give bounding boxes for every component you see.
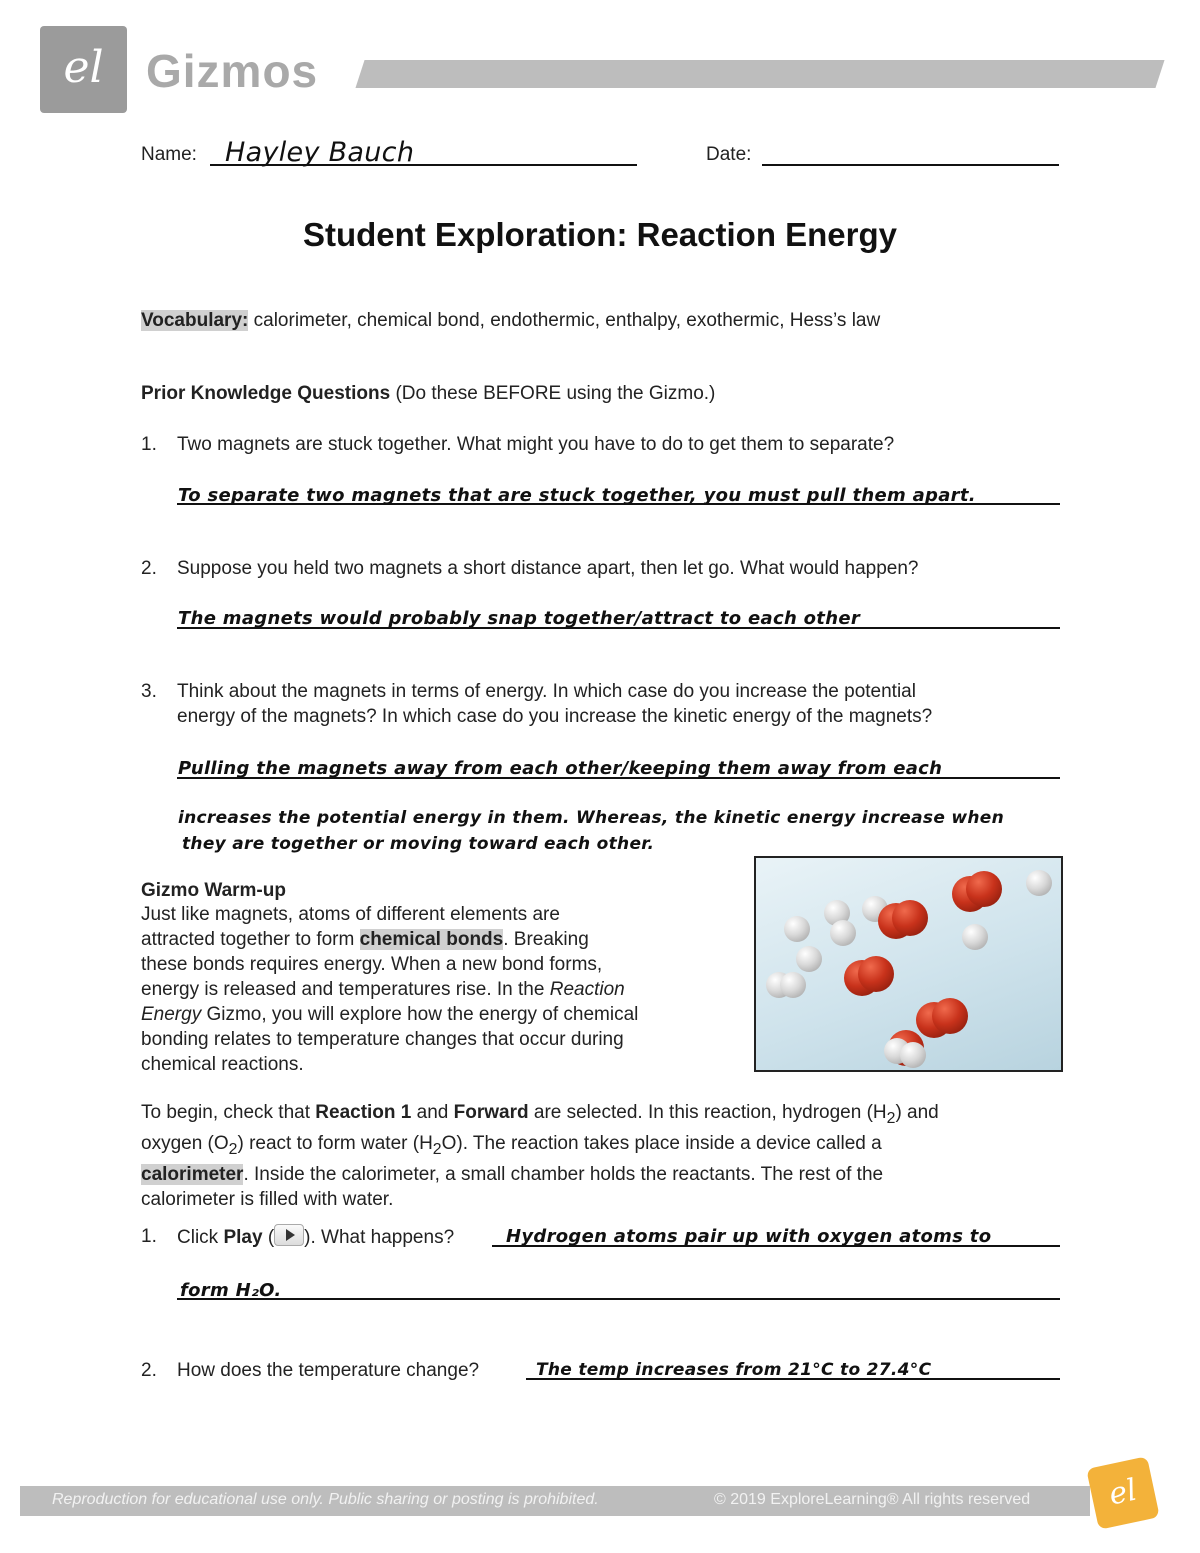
subscript: 2 <box>432 1140 442 1158</box>
prior-heading: Prior Knowledge Questions <box>141 383 391 404</box>
warmup-line-4-em: Reaction <box>549 979 625 1000</box>
oxygen-atom <box>932 998 968 1034</box>
play-button-icon <box>274 1224 304 1246</box>
warmup-line-2 <box>141 927 741 952</box>
prior-q2-text: Suppose you held two magnets a short distance apart, then let go. What would happen? <box>177 558 919 579</box>
warmup-line-7: chemical reactions. <box>141 1054 304 1075</box>
vocabulary-terms: calorimeter, chemical bond, endothermic, enthalpy, exothermic, Hess’s law <box>253 310 881 331</box>
warm-a1-line2[interactable]: form H₂O. <box>180 1280 282 1301</box>
warm-q1-number: 1. <box>141 1226 157 1247</box>
brand-logo-glyph: el <box>63 42 104 93</box>
warmup-line-6: bonding relates to temperature changes that occur during <box>141 1029 624 1050</box>
warm-a2-underline <box>526 1378 1060 1380</box>
hydrogen-atom <box>830 920 856 946</box>
warm-q1-open: ( <box>262 1227 275 1248</box>
date-field[interactable] <box>762 164 1059 166</box>
warm-q1-text <box>177 1224 454 1250</box>
vocabulary-label: Vocabulary: <box>141 310 249 331</box>
prior-a3-underline-1 <box>177 777 1060 779</box>
begin-line-1 <box>141 1100 1061 1131</box>
prior-q3-text-1: Think about the magnets in terms of energy. In which case do you increase the potential <box>177 681 916 702</box>
begin-paragraph <box>141 1100 1061 1212</box>
warmup-line-5-em: Energy <box>141 1004 202 1025</box>
term-calorimeter: calorimeter <box>141 1163 244 1185</box>
warmup-line-5 <box>141 1002 741 1027</box>
warm-q2-text: How does the temperature change? <box>177 1360 480 1381</box>
warm-a1-underline-1 <box>492 1245 1060 1247</box>
subscript: 2 <box>228 1140 238 1158</box>
warmup-line-2a: attracted together to form <box>141 929 360 950</box>
begin-line-1a: To begin, check that <box>141 1102 316 1123</box>
name-label: Name: <box>141 144 197 165</box>
begin-line-2a: oxygen (O <box>141 1132 229 1154</box>
warmup-line-4 <box>141 977 741 1002</box>
begin-line-1-and: and <box>411 1102 454 1123</box>
prior-a3-line2[interactable]: increases the potential energy in them. Whereas, the kinetic energy increase when <box>178 808 1005 828</box>
warm-q1-pre: Click <box>177 1227 224 1248</box>
warmup-line-4a: energy is released and temperatures rise. In the <box>141 979 550 1000</box>
prior-note: (Do these BEFORE using the Gizmo.) <box>395 383 716 404</box>
brand-name: Gizmos <box>146 45 319 97</box>
warmup-line-3: these bonds requires energy. When a new bond forms, <box>141 954 603 975</box>
prior-knowledge-heading <box>141 381 715 406</box>
hydrogen-atom <box>900 1042 926 1068</box>
prior-a1[interactable]: To separate two magnets that are stuck together, you must pull them apart. <box>178 485 976 506</box>
prior-a3-line3[interactable]: they are together or moving toward each other. <box>182 834 655 854</box>
prior-a3-line1[interactable]: Pulling the magnets away from each other/keeping them away from each <box>178 758 943 779</box>
begin-line-2c: O). The reaction takes place inside a device called a <box>441 1132 882 1154</box>
name-underline <box>210 164 637 166</box>
footer-copyright: © 2019 ExploreLearning® All rights reserved <box>714 1491 1031 1508</box>
warm-a1-underline-2 <box>177 1298 1060 1300</box>
begin-line-2 <box>141 1131 1061 1162</box>
footer-notice: Reproduction for educational use only. Public sharing or posting is prohibited. <box>52 1491 599 1508</box>
begin-line-3b: . Inside the calorimeter, a small chamber holds the reactants. The rest of the <box>243 1163 884 1185</box>
warmup-paragraph <box>141 902 741 1077</box>
warmup-line-1: Just like magnets, atoms of different elements are <box>141 904 560 925</box>
page-title: Student Exploration: Reaction Energy <box>302 216 898 253</box>
warmup-line-5b: Gizmo, you will explore how the energy of chemical <box>201 1004 639 1025</box>
warm-q2-number: 2. <box>141 1360 157 1381</box>
reaction-simulation-image <box>754 856 1063 1072</box>
prior-a2[interactable]: The magnets would probably snap together/attract to each other <box>178 608 861 629</box>
hydrogen-atom <box>962 924 988 950</box>
begin-line-3 <box>141 1162 1061 1187</box>
prior-q1-number: 1. <box>141 434 157 455</box>
name-value[interactable]: Hayley Bauch <box>225 137 415 168</box>
date-label: Date: <box>706 144 752 165</box>
term-chemical-bonds: chemical bonds <box>359 929 504 950</box>
begin-line-4: calorimeter is filled with water. <box>141 1188 394 1210</box>
warm-a1-line1[interactable]: Hydrogen atoms pair up with oxygen atoms to <box>506 1226 992 1247</box>
footer-logo-icon: el <box>1086 1456 1160 1530</box>
warmup-heading: Gizmo Warm-up <box>141 880 286 901</box>
vocabulary-line <box>141 308 880 333</box>
prior-q3-number: 3. <box>141 681 157 702</box>
warm-a2[interactable]: The temp increases from 21°C to 27.4°C <box>536 1360 932 1380</box>
hydrogen-atom <box>1026 870 1052 896</box>
prior-q2-number: 2. <box>141 558 157 579</box>
header-bar <box>355 60 1164 88</box>
begin-line-1c: ) and <box>895 1102 939 1123</box>
prior-q3-text-2: energy of the magnets? In which case do you increase the kinetic energy of the magnets? <box>177 706 933 727</box>
prior-a2-underline <box>177 627 1060 629</box>
prior-q1-text: Two magnets are stuck together. What might you have to do to get them to separate? <box>177 434 895 455</box>
begin-line-1b: are selected. In this reaction, hydrogen (H <box>528 1102 887 1123</box>
hydrogen-atom <box>780 972 806 998</box>
prior-a1-underline <box>177 503 1060 505</box>
reaction-1-term: Reaction 1 <box>315 1102 412 1123</box>
subscript: 2 <box>886 1109 896 1127</box>
hydrogen-atom <box>796 946 822 972</box>
forward-term: Forward <box>453 1102 529 1123</box>
warmup-line-2b: . Breaking <box>503 929 589 950</box>
begin-line-2b: ) react to form water (H <box>237 1132 433 1154</box>
warm-q1-post: ). What happens? <box>304 1227 455 1248</box>
play-term: Play <box>223 1227 263 1248</box>
oxygen-atom <box>892 900 928 936</box>
oxygen-atom <box>858 956 894 992</box>
hydrogen-atom <box>784 916 810 942</box>
oxygen-atom <box>966 871 1002 907</box>
